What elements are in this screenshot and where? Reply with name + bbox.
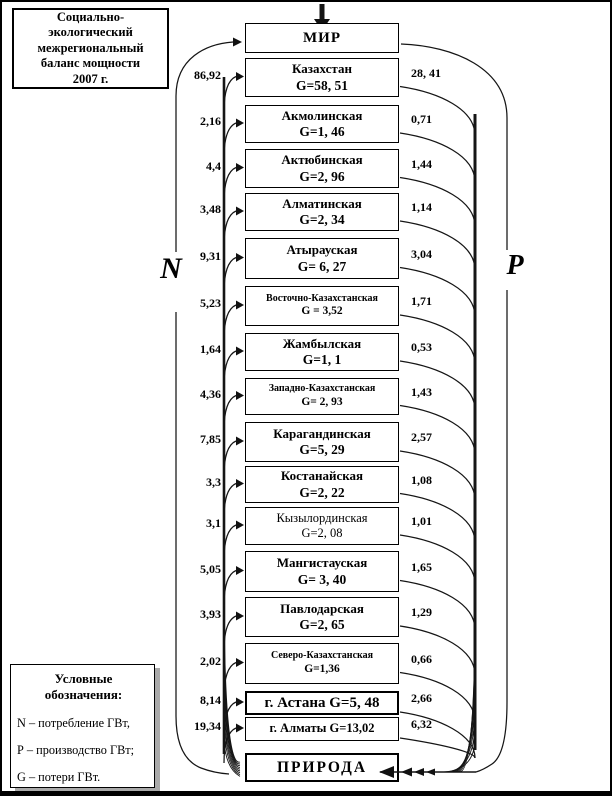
region-label: г. Алматы G=13,02 xyxy=(269,721,375,736)
production-value: 1,14 xyxy=(411,200,432,214)
consumption-value: 8,14 xyxy=(200,693,221,707)
consumption-value: 3,93 xyxy=(200,607,221,621)
production-value: 28, 41 xyxy=(411,65,441,80)
region-losses-value: G=1,36 xyxy=(304,662,340,675)
production-value: 2,66 xyxy=(411,691,432,705)
region-losses-value: G=1, 1 xyxy=(302,352,342,368)
region-label: Алматинская xyxy=(282,195,362,211)
consumption-value: 9,31 xyxy=(200,248,221,263)
production-value: 0,53 xyxy=(411,340,432,354)
region-label: Северо-Казахстанская xyxy=(270,650,374,662)
region-label: Атырауская xyxy=(286,242,358,258)
consumption-flow-letter: N xyxy=(152,252,190,286)
consumption-value: 5,05 xyxy=(200,561,221,576)
production-value: 0,66 xyxy=(411,651,432,666)
region-losses-value: G=2, 65 xyxy=(299,617,345,633)
consumption-value: 3,3 xyxy=(206,474,221,489)
consumption-value: 4,36 xyxy=(200,386,221,401)
legend-item-n: N – потребление ГВт, xyxy=(17,716,130,730)
consumption-value: 3,48 xyxy=(200,202,221,216)
region-losses-value: G= 6, 27 xyxy=(297,258,347,274)
region-label: Костанайская xyxy=(280,468,364,484)
region-label: Кызылординская xyxy=(276,510,368,525)
region-losses-value: G=2, 96 xyxy=(299,168,345,184)
legend-title: обозначения: xyxy=(44,687,123,702)
consumption-value: 3,1 xyxy=(206,516,221,530)
region-losses-value: G= 3, 40 xyxy=(297,571,347,587)
consumption-value: 5,23 xyxy=(200,296,221,310)
region-label: Жамбылская xyxy=(282,335,362,351)
consumption-value: 2,02 xyxy=(200,653,221,668)
consumption-value: 86,92 xyxy=(194,67,221,82)
region-losses-value: G=1, 46 xyxy=(299,124,345,140)
region-label: Западно-Казахстанская xyxy=(268,383,376,395)
production-value: 1,01 xyxy=(411,514,432,528)
production-value: 3,04 xyxy=(411,246,432,261)
region-losses-value: G= 2, 93 xyxy=(301,395,343,408)
title-line: межрегиональный xyxy=(37,40,144,55)
region-label: Мангистауская xyxy=(276,555,368,571)
region-label: Акмолинская xyxy=(281,107,363,123)
consumption-value: 4,4 xyxy=(206,158,221,173)
production-value: 1,44 xyxy=(411,156,432,171)
priroda-label: ПРИРОДА xyxy=(276,758,368,776)
region-losses-value: G=5, 29 xyxy=(299,442,345,458)
title-line: 2007 г. xyxy=(72,71,109,86)
production-flow-letter: P xyxy=(498,250,532,282)
mir-label: МИР xyxy=(303,29,341,46)
legend-item-p: Р – производство ГВт; xyxy=(17,743,135,757)
legend-item-g: G – потери ГВт. xyxy=(17,770,101,784)
region-label: Павлодарская xyxy=(280,600,364,616)
production-value: 6,32 xyxy=(411,717,432,731)
region-losses-value: G=2, 22 xyxy=(299,484,345,500)
production-value: 2,57 xyxy=(411,430,432,444)
region-label: Карагандинская xyxy=(273,425,371,441)
production-value: 1,29 xyxy=(411,605,432,619)
region-label: г. Астана G=5, 48 xyxy=(264,694,380,711)
consumption-value: 7,85 xyxy=(200,432,221,446)
region-losses-value: G=2, 34 xyxy=(299,212,345,228)
production-value: 1,43 xyxy=(411,384,432,399)
consumption-value: 2,16 xyxy=(200,114,221,128)
legend-title: Условные xyxy=(54,671,113,686)
region-losses-value: G=2, 08 xyxy=(301,526,343,541)
title-line: экологический xyxy=(48,25,133,40)
production-value: 1,08 xyxy=(411,472,432,487)
region-losses-value: G=58, 51 xyxy=(296,77,348,93)
consumption-value: 19,34 xyxy=(194,719,221,733)
production-value: 1,71 xyxy=(411,294,432,308)
region-label: Восточно-Казахстанская xyxy=(266,292,378,304)
title-line: баланс мощности xyxy=(40,56,141,71)
region-losses-value: G = 3,52 xyxy=(301,305,343,318)
production-value: 0,71 xyxy=(411,112,432,126)
consumption-value: 1,64 xyxy=(200,342,221,356)
title-line: Социально- xyxy=(56,9,125,24)
priroda-inflow-arrows xyxy=(2,2,612,796)
production-value: 1,65 xyxy=(411,559,432,574)
region-label: Казахстан xyxy=(292,61,352,77)
region-label: Актюбинская xyxy=(281,152,363,168)
